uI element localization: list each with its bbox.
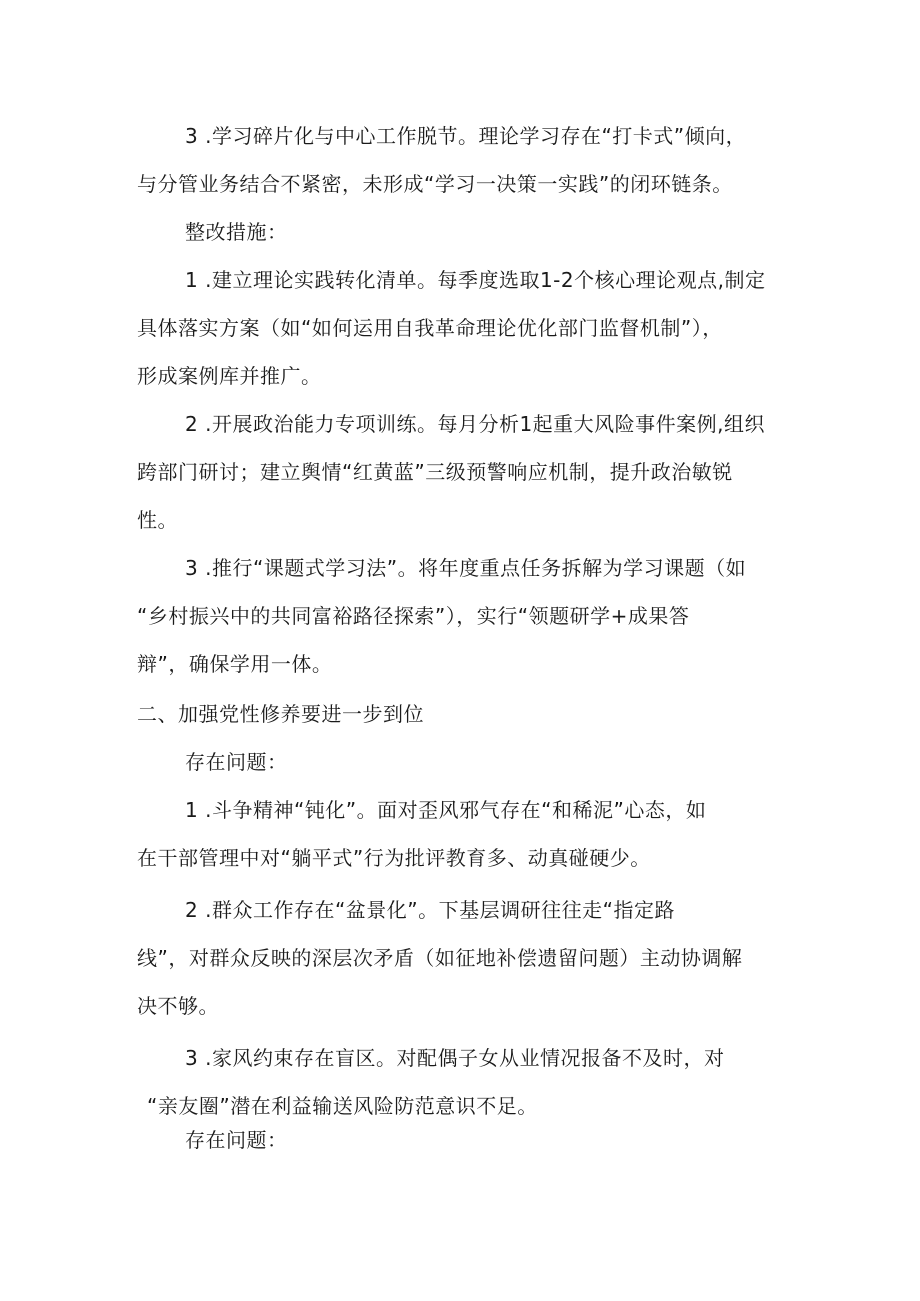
section-heading-party-spirit: 二、加强党性修养要进一步到位 (137, 702, 424, 726)
text-line-21: “亲友圈”潜在利益输送风险防范意识不足。 (147, 1094, 538, 1118)
text-line-9: 性。 (137, 508, 178, 532)
text-line-2: 与分管业务结合不紧密，未形成“学习一决策一实践”的闭环链条。 (137, 172, 733, 196)
text-line-5: 具体落实方案（如“如何运用自我革命理论优化部门监督机制”）， (137, 316, 723, 340)
text-line-8: 跨部门研讨；建立舆情“红黄蓝”三级预警响应机制，提升政治敏锐 (137, 460, 733, 484)
subheading-problems-1: 存在问题： (185, 750, 288, 774)
text-line-4: 1 .建立理论实践转化清单。每季度选取1-2个核心理论观点,制定 (185, 268, 766, 292)
text-line-20: 3 .家风约束存在盲区。对配偶子女从业情况报备不及时，对 (185, 1046, 725, 1070)
subheading-problems-2: 存在问题： (185, 1128, 288, 1152)
text-line-16: 在干部管理中对“躺平式”行为批评教育多、动真碰硬少。 (137, 846, 651, 870)
text-line-6: 形成案例库并推广。 (137, 364, 322, 388)
text-line-17: 2 .群众工作存在“盆景化”。下基层调研往往走“指定路 (185, 898, 676, 922)
text-line-10: 3 .推行“课题式学习法”。将年度重点任务拆解为学习课题（如 (185, 556, 747, 580)
section-heading-rectification: 整改措施： (185, 220, 288, 244)
text-line-19: 决不够。 (137, 994, 219, 1018)
text-line-18: 线”，对群众反映的深层次矛盾（如征地补偿遗留问题）主动协调解 (137, 946, 743, 970)
text-line-1: 3 .学习碎片化与中心工作脱节。理论学习存在“打卡式”倾向， (185, 124, 747, 148)
text-line-15: 1 .斗争精神“钝化”。面对歪风邪气存在“和稀泥”心态，如 (185, 798, 707, 822)
text-line-11: “乡村振兴中的共同富裕路径探索”），实行“领题研学+成果答 (137, 604, 690, 628)
text-line-7: 2 .开展政治能力专项训练。每月分析1起重大风险事件案例,组织 (185, 412, 766, 436)
text-line-12: 辩”，确保学用一体。 (137, 652, 333, 676)
